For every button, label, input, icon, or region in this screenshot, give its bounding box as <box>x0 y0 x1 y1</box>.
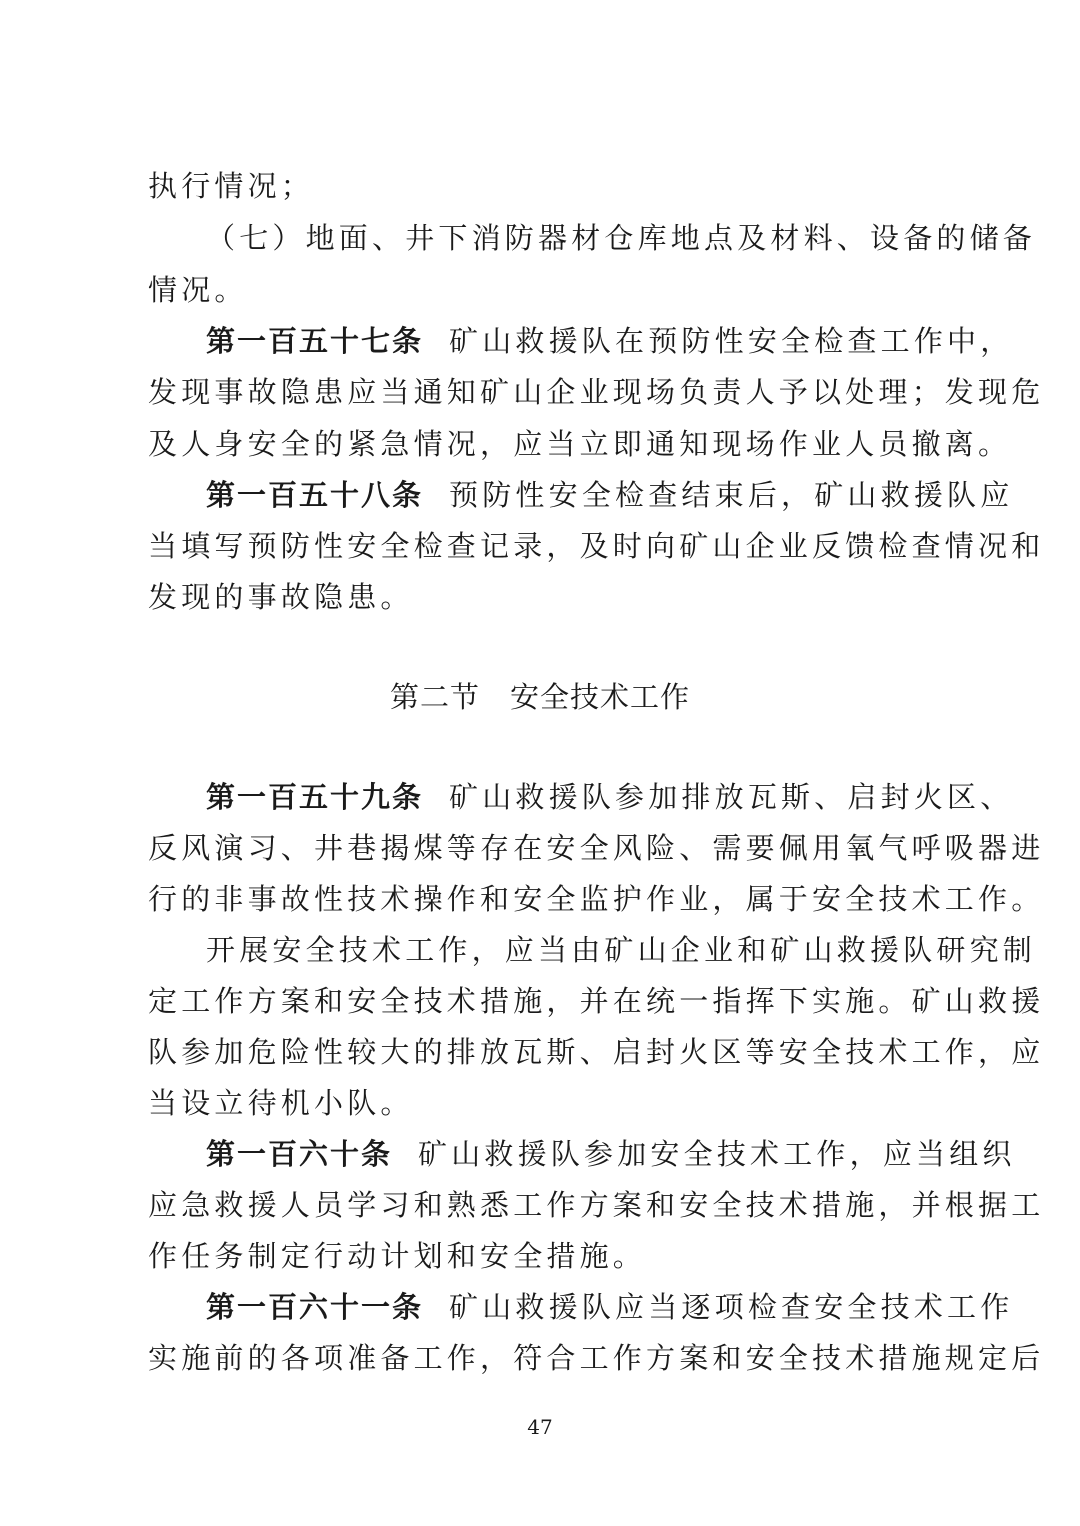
text-line: 开展安全技术工作，应当由矿山企业和矿山救援队研究制 <box>206 933 1037 967</box>
text-line: 及人身安全的紧急情况，应当立即通知现场作业人员撤离。 <box>148 427 1012 461</box>
text-line: 作任务制定行动计划和安全措施。 <box>148 1239 647 1273</box>
article-text: 预防性安全检查结束后，矿山救援队应 <box>449 478 1014 512</box>
article-number: 第一百五十八条 <box>206 478 424 512</box>
text-line: 队参加危险性较大的排放瓦斯、启封火区等安全技术工作，应 <box>148 1035 1045 1069</box>
text-line: 应急救援人员学习和熟悉工作方案和安全技术措施，并根据工 <box>148 1188 1045 1222</box>
article-157-line <box>206 321 1014 361</box>
text-line: 情况。 <box>148 273 248 307</box>
article-160-line <box>206 1134 1016 1174</box>
text-line: 发现的事故隐患。 <box>148 580 414 614</box>
article-text: 矿山救援队在预防性安全检查工作中， <box>449 324 1014 358</box>
page-number: 47 <box>527 1415 553 1439</box>
section-title: 安全技术工作 <box>510 680 691 714</box>
article-number: 第一百六十条 <box>206 1137 393 1171</box>
text-line: 行的非事故性技术操作和安全监护作业，属于安全技术工作。 <box>148 882 1045 916</box>
article-159-line <box>206 777 1014 817</box>
article-161-line <box>206 1287 1014 1327</box>
text-line: 发现事故隐患应当通知矿山企业现场负责人予以处理；发现危 <box>148 375 1045 409</box>
text-line: （七）地面、井下消防器材仓库地点及材料、设备的储备 <box>206 221 1037 255</box>
article-text: 矿山救援队应当逐项检查安全技术工作 <box>449 1290 1014 1324</box>
article-text: 矿山救援队参加排放瓦斯、启封火区、 <box>449 780 1014 814</box>
text-line: 实施前的各项准备工作，符合工作方案和安全技术措施规定后 <box>148 1341 1045 1375</box>
article-text: 矿山救援队参加安全技术工作，应当组织 <box>418 1137 1016 1171</box>
article-number: 第一百五十九条 <box>206 780 424 814</box>
article-number: 第一百六十一条 <box>206 1290 424 1324</box>
article-158-line <box>206 475 1014 515</box>
section-number: 第二节 <box>389 680 480 714</box>
text-line: 定工作方案和安全技术措施，并在统一指挥下实施。矿山救援 <box>148 984 1045 1018</box>
section-heading <box>0 677 1080 717</box>
text-line: 当填写预防性安全检查记录，及时向矿山企业反馈检查情况和 <box>148 529 1045 563</box>
text-line: 当设立待机小队。 <box>148 1086 414 1120</box>
text-line: 执行情况； <box>148 169 315 203</box>
article-number: 第一百五十七条 <box>206 324 424 358</box>
text-line: 反风演习、井巷揭煤等存在安全风险、需要佩用氧气呼吸器进 <box>148 831 1045 865</box>
